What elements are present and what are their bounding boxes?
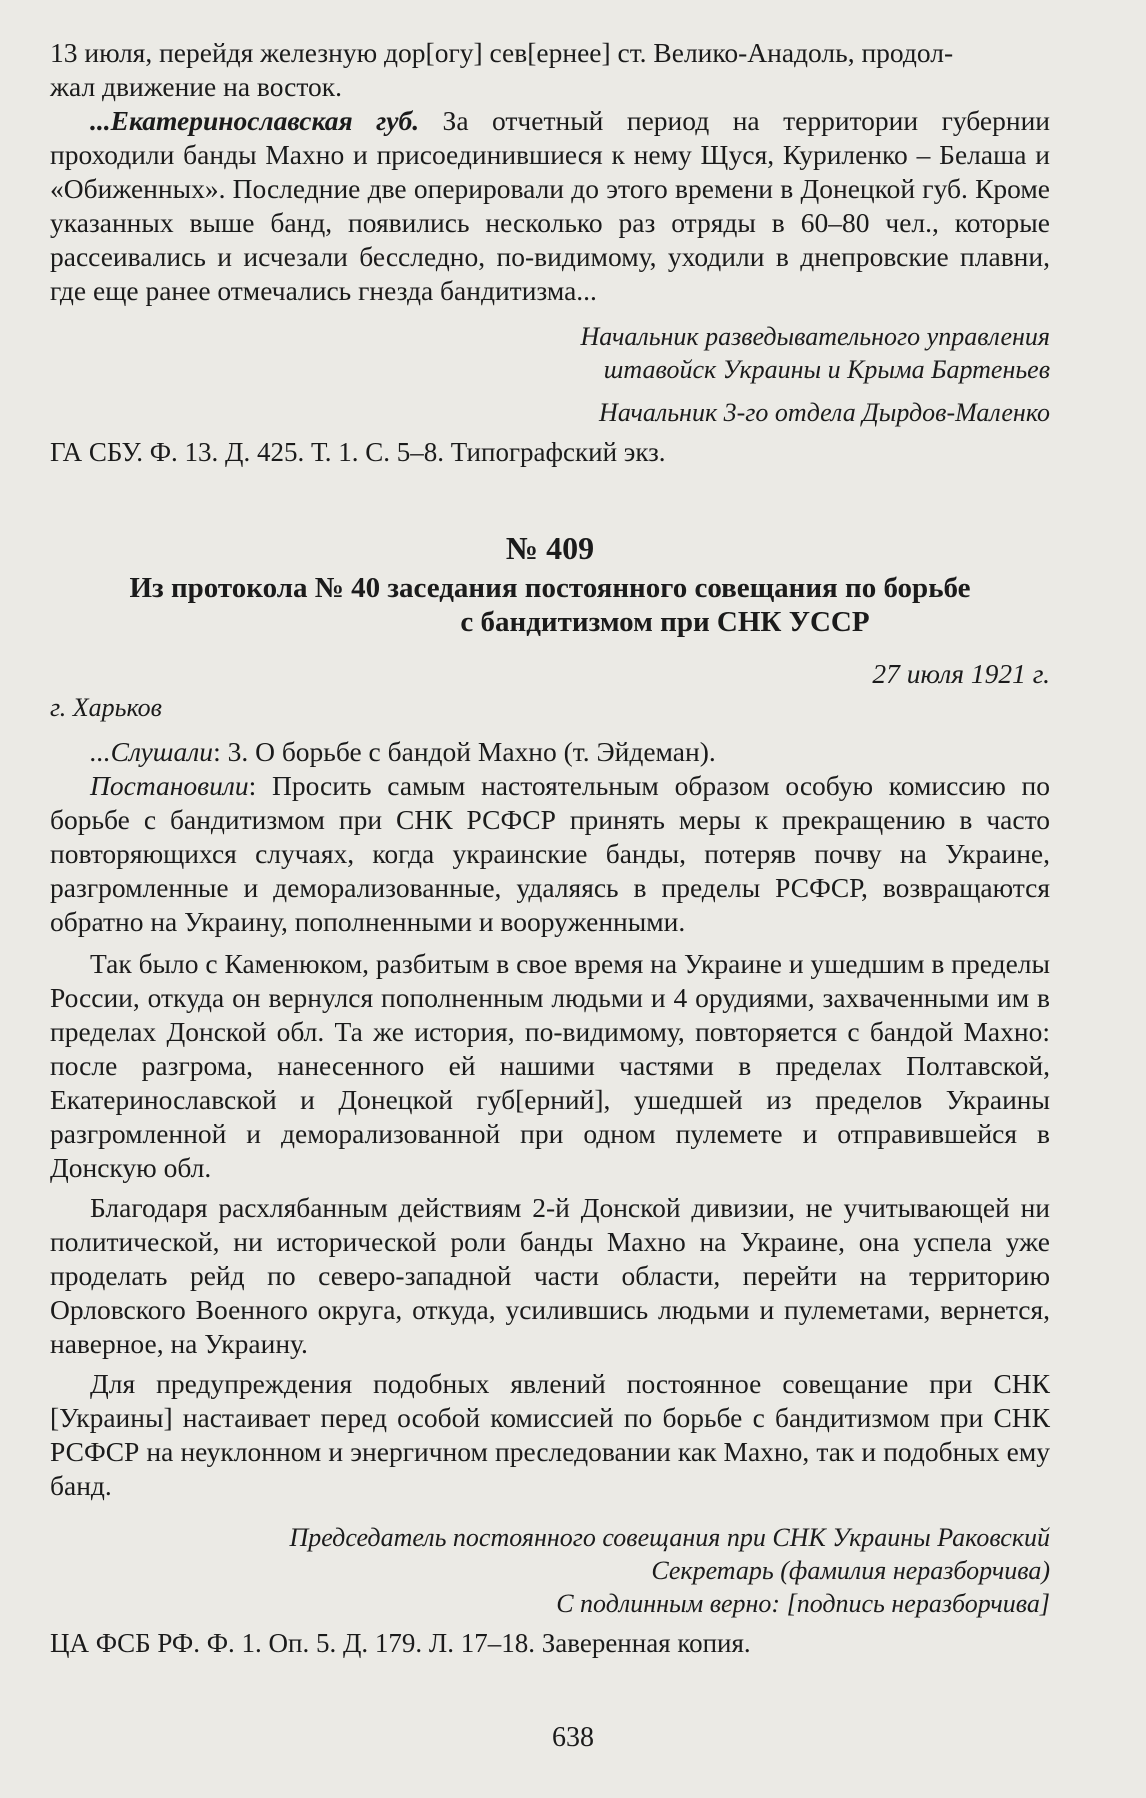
document-date: 27 июля 1921 г. — [872, 658, 1050, 689]
prev-doc-signature-1a: Начальник разведывательного управления — [580, 322, 1050, 351]
body-paragraph-2: Так было с Каменюком, разбитым в свое время на Украине и ушедшим в пределы России, откуда он вернулся пополненным людьми и 4 орудиями, захваченными им в пределах Донской обл. Та же история, по-видимому, повторяется с бандой Махно: после разгрома, нанесенного ей нашими частями в пределах Полтавской, Екатеринославской и Донецкой губ[ерний], ушедшей из пределов Украины разгромленной и деморализованной при одном пулемете и отправившейся в Донскую обл. — [50, 948, 1050, 1183]
prev-doc-paragraph — [50, 104, 1050, 308]
resolved-text: : Просить самым настоятельным образом особую комиссию по борьбе с бандитизмом при СНК РСФСР принять меры к прекращению в часто повторяющихся случаях, когда украинские банды, потеряв почву на Украине, разгромленные и деморализованные, удаляясь в пределы РСФСР, возвращаются обратно на Украину, пополненными и вооруженными. — [50, 770, 1050, 937]
document-number: № 409 — [505, 530, 595, 566]
signature-chairman: Председатель постоянного совещания при СНК Украины Раковский — [289, 1523, 1050, 1552]
document-title-line1: Из протокола № 40 заседания постоянного совещания по борьбе — [129, 572, 971, 604]
page-number: 638 — [552, 1722, 594, 1753]
heard-paragraph — [50, 735, 1050, 769]
heard-text: : 3. О борьбе с бандой Махно (т. Эйдеман). — [213, 736, 716, 767]
heard-label: ...Слушали — [90, 736, 214, 767]
signature-secretary: Секретарь (фамилия неразборчива) — [651, 1556, 1050, 1585]
prev-doc-line2: жал движение на восток. — [50, 71, 342, 102]
document-title-line2: с бандитизмом при СНК УССР — [460, 606, 870, 638]
prev-doc-region-text: За отчетный период на территории губернии проходили банды Махно и присоединившиеся к нему Щуся, Куриленко – Белаша и «Обиженных». Последние две оперировали до этого времени в Донецкой губ. Кроме указанных выше банд, появились несколько раз отряды в 60–80 чел., которые рассеивались и исчезали бесследно, по-видимому, уходили в днепровские плавни, где еще ранее отмечались гнезда бандитизма... — [50, 105, 1051, 306]
prev-doc-line1: 13 июля, перейдя железную дор[огу] сев[ернее] ст. Велико-Анадоль, продол- — [50, 37, 954, 68]
prev-doc-signature-2: Начальник 3-го отдела Дырдов-Маленко — [599, 398, 1050, 427]
prev-doc-region-lead: ...Екатеринославская губ. — [90, 105, 420, 136]
document-place: г. Харьков — [50, 693, 162, 722]
resolved-paragraph — [50, 769, 1050, 939]
resolved-label: Постановили — [90, 770, 249, 801]
page-content — [50, 36, 1050, 1660]
prev-doc-signature-1b: штавойск Украины и Крыма Бартеньев — [603, 355, 1050, 384]
signature-certified: С подлинным верно: [подпись неразборчива] — [556, 1589, 1050, 1618]
body-paragraph-4: Для предупреждения подобных явлений постоянное совещание при СНК [Украины] настаивает перед особой комиссией по борьбе с бандитизмом при СНК РСФСР на неуклонном и энергичном преследовании как Махно, так и подобных ему банд. — [50, 1368, 1050, 1501]
document-source: ЦА ФСБ РФ. Ф. 1. Оп. 5. Д. 179. Л. 17–18. Заверенная копия. — [50, 1628, 751, 1658]
prev-doc-source: ГА СБУ. Ф. 13. Д. 425. Т. 1. С. 5–8. Типографский экз. — [50, 437, 666, 467]
body-paragraph-3: Благодаря расхлябанным действиям 2-й Донской дивизии, не учитывающей ни политической, ни исторической роли банды Махно на Украине, она успела уже проделать рейд по северо-западной части области, перейти на территорию Орловского Военного округа, откуда, усилившись людьми и пулеметами, вернется, наверное, на Украину. — [50, 1192, 1050, 1359]
